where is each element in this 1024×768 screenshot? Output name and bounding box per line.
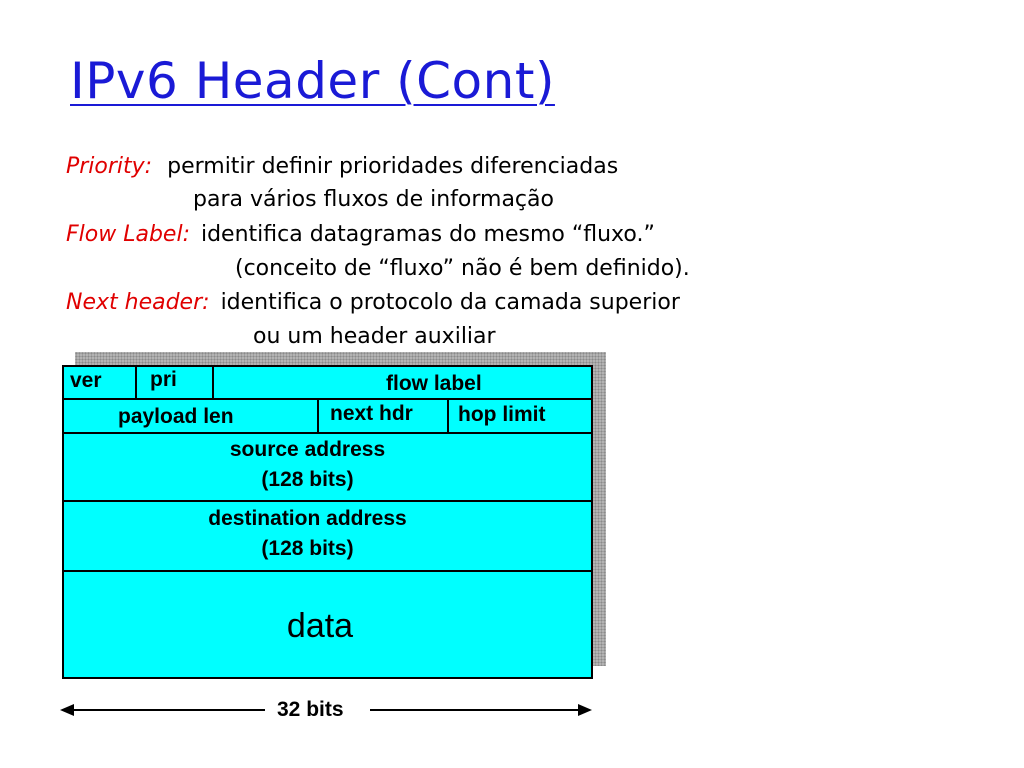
hop-limit-field: hop limit — [458, 403, 546, 426]
flow-label-desc-2: (conceito de “fluxo” não é bem definido). — [235, 256, 690, 281]
next-hdr-field: next hdr — [330, 402, 413, 425]
ipv6-header-diagram — [62, 365, 593, 679]
priority-desc-1: permitir definir prioridades diferenciadas — [167, 154, 619, 179]
pri-field: pri — [150, 368, 177, 391]
flow-label-line — [66, 222, 655, 247]
row-divider-4 — [64, 570, 591, 572]
destination-address-label: destination address — [208, 507, 407, 530]
next-header-term: Next header: — [66, 290, 210, 315]
next-header-desc-1: identifica o protocolo da camada superior — [220, 290, 680, 315]
slide-title: IPv6 Header (Cont) — [70, 52, 555, 110]
flow-label-term: Flow Label: — [66, 222, 190, 247]
arrow-left-head — [60, 704, 74, 716]
arrow-right-head — [578, 704, 592, 716]
priority-term: Priority: — [66, 154, 153, 179]
nexthdr-divider — [447, 398, 449, 432]
flow-label-field: flow label — [386, 372, 482, 395]
data-field: data — [286, 607, 354, 645]
source-address-size: (128 bits) — [261, 468, 354, 491]
source-address-field — [64, 435, 551, 495]
next-header-line — [66, 290, 680, 315]
row-divider-3 — [64, 500, 591, 502]
flow-label-desc-1: identifica datagramas do mesmo “fluxo.” — [200, 222, 655, 247]
source-address-label: source address — [229, 438, 386, 461]
width-label: 32 bits — [277, 698, 344, 721]
ver-divider — [135, 367, 137, 398]
priority-desc-2: para vários fluxos de informação — [193, 187, 554, 212]
payload-len-field: payload len — [118, 405, 234, 428]
width-indicator — [60, 695, 592, 725]
row-divider-1 — [64, 398, 591, 400]
row-divider-2 — [64, 432, 591, 434]
destination-address-size: (128 bits) — [261, 537, 354, 560]
destination-address-field — [64, 504, 551, 564]
ver-field: ver — [70, 369, 102, 392]
priority-line — [66, 154, 618, 179]
payload-divider — [317, 398, 319, 432]
next-header-desc-2: ou um header auxiliar — [253, 324, 496, 349]
pri-divider — [212, 367, 214, 398]
